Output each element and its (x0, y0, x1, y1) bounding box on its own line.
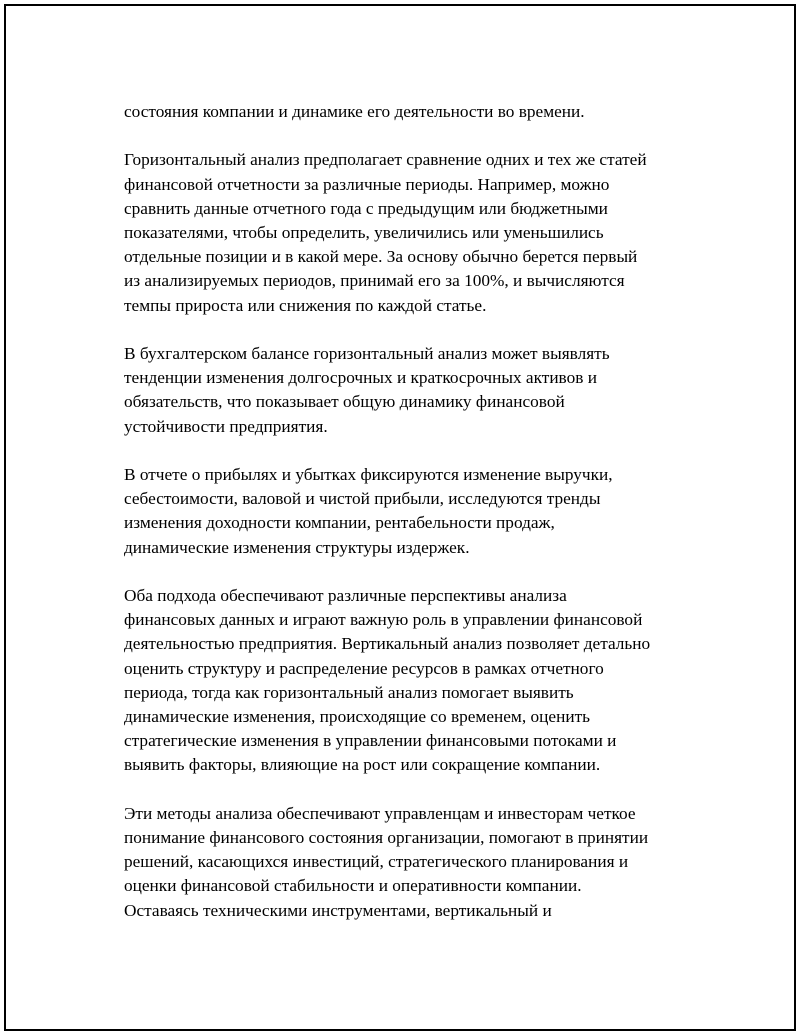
text-line: Эти методы анализа обеспечивают управленцам и инвесторам четкое (124, 803, 636, 823)
text-line: финансовых данных и играют важную роль в управлении финансовой (124, 610, 643, 630)
text-line: обязательств, что показывает общую динамику финансовой (124, 392, 565, 412)
document-body (124, 100, 696, 947)
text-line: устойчивости предприятия. (124, 416, 328, 436)
text-line: понимание финансового состояния организации, помогают в принятии (124, 828, 649, 848)
text-line: решений, касающихся инвестиций, стратегического планирования и (124, 852, 629, 872)
text-line: темпы прироста или снижения по каждой статье. (124, 295, 487, 315)
text-line: тенденции изменения долгосрочных и краткосрочных активов и (124, 368, 597, 388)
paragraph (124, 100, 696, 124)
text-line: себестоимости, валовой и чистой прибыли, исследуются тренды (124, 489, 601, 509)
text-line: деятельностью предприятия. Вертикальный анализ позволяет детально (124, 634, 651, 654)
text-line: оценки финансовой стабильности и оперативности компании. (124, 876, 582, 896)
text-line: Оба подхода обеспечивают различные перспективы анализа (124, 586, 567, 605)
text-line: сравнить данные отчетного года с предыдущим или бюджетными (124, 198, 608, 218)
text-line: динамические изменения структуры издержек. (124, 537, 470, 557)
text-line: Горизонтальный анализ предполагает сравнение одних и тех же статей (124, 150, 647, 170)
page-frame (4, 4, 796, 1031)
text-line: из анализируемых периодов, принимай его за 100%, и вычисляются (124, 271, 625, 291)
text-line: периода, тогда как горизонтальный анализ помогает выявить (124, 682, 574, 702)
text-line: В бухгалтерском балансе горизонтальный анализ может выявлять (124, 344, 610, 363)
paragraph (124, 802, 696, 923)
paragraph (124, 342, 696, 439)
text-line: отдельные позиции и в какой мере. За основу обычно берется первый (124, 247, 638, 267)
paragraph (124, 463, 696, 560)
text-line: финансовой отчетности за различные периоды. Например, можно (124, 174, 610, 194)
paragraph (124, 584, 696, 778)
text-line: Оставаясь техническими инструментами, вертикальный и (124, 900, 552, 920)
text-line: стратегические изменения в управлении финансовыми потоками и (124, 731, 617, 751)
paragraph (124, 148, 696, 317)
text-line: состояния компании и динамике его деятельности во времени. (124, 102, 585, 121)
text-line: В отчете о прибылях и убытках фиксируются изменение выручки, (124, 465, 613, 484)
text-line: оценить структуру и распределение ресурсов в рамках отчетного (124, 658, 604, 678)
text-line: выявить факторы, влияющие на рост или сокращение компании. (124, 755, 601, 775)
text-line: показателями, чтобы определить, увеличились или уменьшились (124, 223, 604, 242)
text-line: изменения доходности компании, рентабельности продаж, (124, 513, 555, 533)
text-line: динамические изменения, происходящие со временем, оценить (124, 707, 591, 727)
